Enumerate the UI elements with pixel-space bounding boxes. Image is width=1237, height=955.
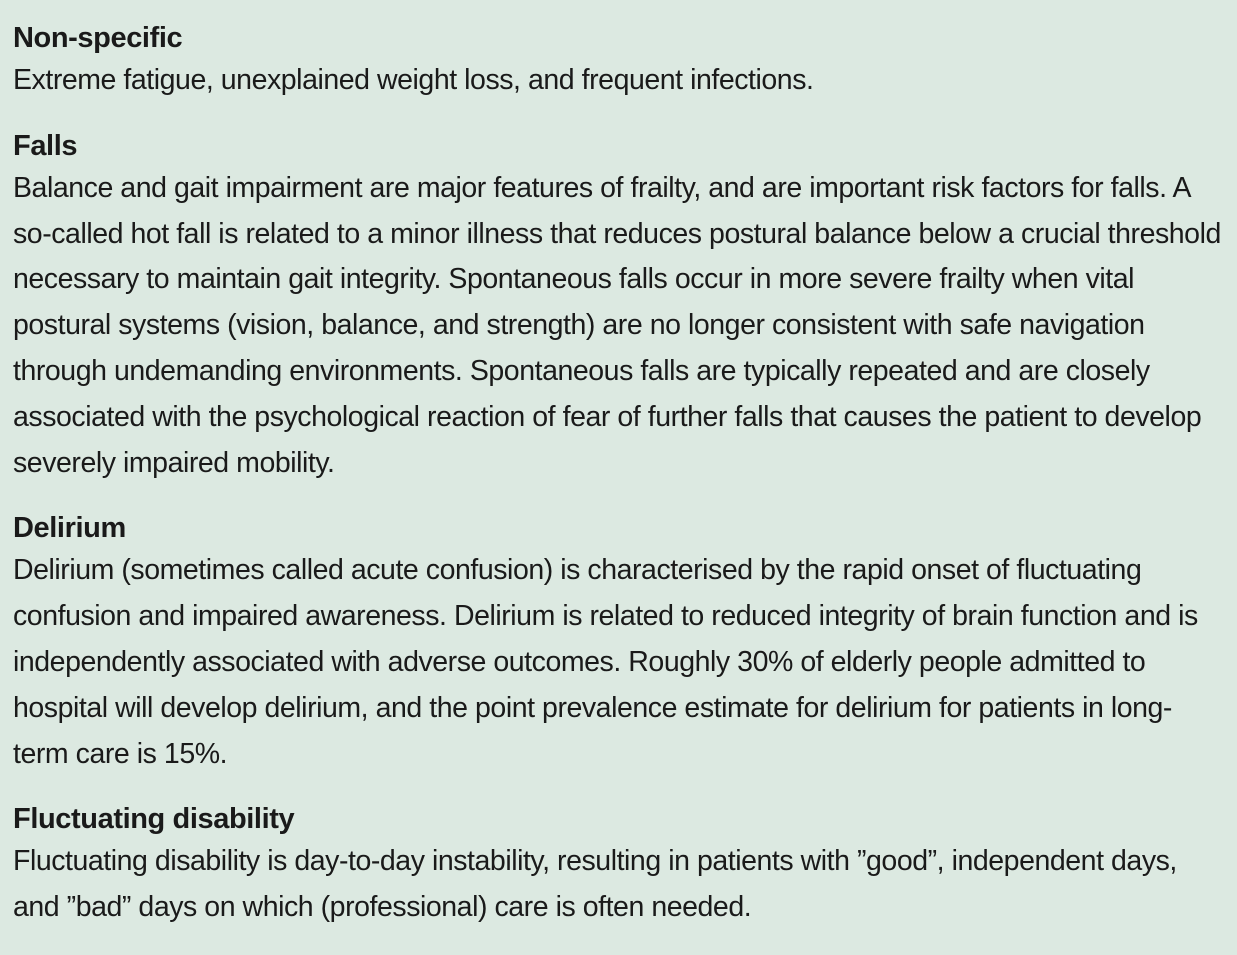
section-body: Delirium (sometimes called acute confusion) is characterised by the rapid onset of fluctuating confusion and impaired awareness. Delirium is related to reduced integrity of brain function and is independently associated with adverse outcomes. Roughly 30% of elderly people admitted to hospital will develop delirium, and the point prevalence estimate for delirium for patients in long-term care is 15%. [13, 554, 1198, 770]
section-body: Fluctuating disability is day-to-day instability, resulting in patients with ”good”, independent days, and ”bad” days on which (professional) care is often needed. [13, 845, 1177, 924]
section-falls [13, 126, 1223, 487]
section-body: Extreme fatigue, unexplained weight loss, and frequent infections. [13, 64, 814, 96]
section-heading: Falls [13, 129, 78, 162]
section-fluctuating-disability [13, 799, 1223, 931]
section-heading: Fluctuating disability [13, 803, 295, 836]
section-heading: Delirium [13, 512, 126, 545]
section-delirium [13, 508, 1223, 777]
section-body: Balance and gait impairment are major features of frailty, and are important risk factors for falls. A so-called hot fall is related to a minor illness that reduces postural balance below a crucial threshold necessary to maintain gait integrity. Spontaneous falls occur in more severe frailty when vital postural systems (vision, balance, and strength) are no longer consistent with safe navigation through undemanding environments. Spontaneous falls are typically repeated and are closely associated with the psychological reaction of fear of further falls that causes the patient to develop severely impaired mobility. [13, 171, 1221, 479]
section-heading: Non-specific [13, 22, 183, 54]
section-non-specific [13, 18, 1223, 104]
